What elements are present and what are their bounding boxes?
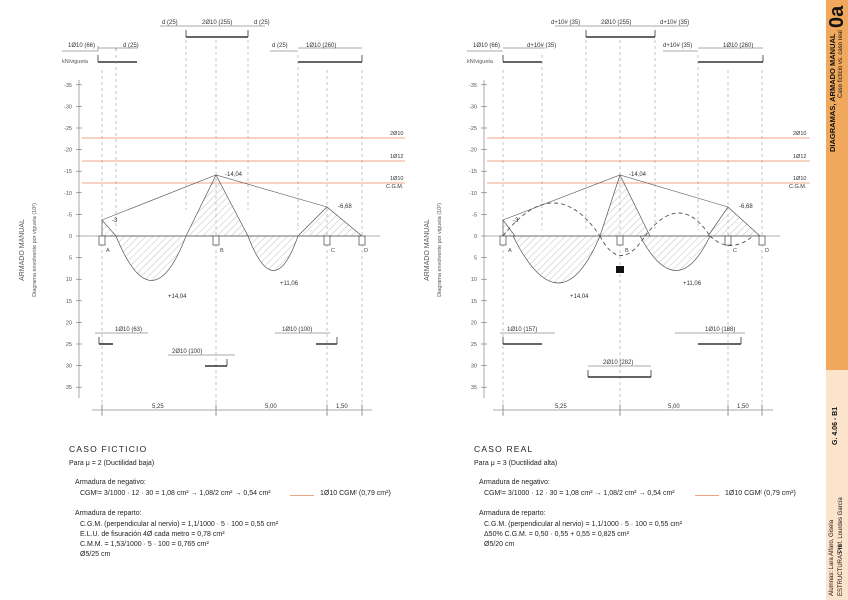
moment-label: +14,04 — [570, 294, 589, 300]
y-tick-label: 5 — [68, 255, 72, 262]
case-heading: CASO FICTICIO — [69, 444, 148, 454]
y-tick-label: 15 — [470, 298, 477, 305]
bar-label: 2Ø10 (255) — [601, 20, 632, 26]
moment-label: +11,06 — [280, 281, 299, 287]
support-label: D — [364, 248, 368, 254]
bar-label: 1Ø10 (66) — [68, 43, 96, 49]
span-dimension: 5,00 — [265, 404, 277, 410]
y-tick-label: 25 — [470, 342, 477, 348]
bar-label: d+10# (35) — [527, 43, 557, 49]
professor: Prof. Lourdes García — [838, 497, 844, 553]
students: Alumnas: Lara Alfaro, Gisela — [829, 519, 835, 596]
y-tick-label: 15 — [65, 298, 72, 305]
sheet-subtitle: Caso ficticio vs. caso real — [838, 30, 844, 98]
y-tick-label: -25 — [64, 126, 72, 132]
bar-label: 1Ø10 (260) — [306, 43, 337, 49]
support-label: C — [733, 248, 737, 254]
y-axis-ticks — [469, 83, 487, 391]
axis-subtitle: Diagrama envolvente por vigueta (10²) — [32, 203, 38, 297]
y-tick-label: 5 — [473, 255, 477, 262]
moment-label: -6,68 — [739, 204, 753, 210]
axis-title: ARMADO MANUAL — [424, 219, 431, 281]
moment-label: +14,04 — [168, 294, 187, 300]
bar-label: d+10# (35) — [551, 20, 581, 26]
case-heading: CASO REAL — [474, 444, 534, 454]
sheet-title: DIAGRAMAS, ARMADO MANUAL — [828, 33, 837, 152]
neg-title: Armadura de negativo: — [479, 479, 550, 486]
unit-label: kN/vigueta — [62, 59, 88, 65]
sheet-code: 0a — [826, 5, 848, 28]
rep-title: Armadura de reparto: — [479, 510, 546, 517]
legend-text: 1Ø10 CGMᵗ (0,79 cm²) — [725, 490, 796, 497]
axis-subtitle: Diagrama envolvente por vigueta (10²) — [437, 203, 443, 297]
ref-line-label: C.G.M. — [386, 184, 404, 190]
axis-title: ARMADO MANUAL — [19, 219, 26, 281]
diagram-caso-real — [405, 0, 825, 440]
neg-formula: CGMᵗ= 3/1000 · 12 · 30 = 1,08 cm² → 1,08/2 cm² → 0,54 cm² — [80, 490, 271, 497]
y-tick-label: -30 — [64, 104, 72, 111]
support-label: B — [625, 248, 629, 254]
bar-label: 2Ø10 (100) — [172, 349, 203, 355]
y-tick-label: 0 — [68, 234, 72, 240]
y-tick-label: -20 — [469, 147, 477, 154]
span-dimension: 5,25 — [555, 404, 567, 410]
support-label: D — [765, 248, 769, 254]
y-tick-label: 35 — [65, 385, 72, 392]
rep-line: Δ50% C.G.M. = 0,50 · 0,55 + 0,55 = 0,825 cm² — [484, 531, 629, 538]
moment-label: -3 — [513, 218, 519, 224]
bar-label: 2Ø10 (255) — [202, 20, 233, 26]
y-tick-label: 25 — [65, 342, 72, 348]
bar-label: d (25) — [272, 43, 288, 49]
bar-label: 1Ø10 (66) — [473, 43, 501, 49]
bar-label: d (25) — [254, 20, 270, 26]
span-dimension: 5,00 — [668, 404, 680, 410]
y-tick-label: -5 — [472, 212, 477, 219]
y-tick-label: 10 — [470, 277, 477, 284]
bar-label: 1Ø10 (63) — [115, 327, 143, 333]
span-dimension: 1,50 — [737, 404, 749, 410]
legend-swatch — [695, 495, 719, 496]
bar-label: d (25) — [162, 20, 178, 26]
y-tick-label: -35 — [469, 82, 477, 89]
bar-label: 1Ø10 (157) — [507, 327, 538, 333]
rep-line: C.M.M. = 1,53/1000 · 5 · 100 = 0,765 cm² — [80, 541, 209, 548]
rep-line: Ø5/20 cm — [484, 541, 515, 548]
span-dimension: 5,25 — [152, 404, 164, 410]
support-label: A — [106, 248, 110, 254]
ref-line-label: 1Ø12 — [390, 154, 404, 160]
diagram-caso-ficticio — [0, 0, 415, 440]
moment-label: -14,04 — [225, 172, 243, 178]
moment-label: -6,68 — [338, 204, 352, 210]
y-axis-ticks — [64, 83, 82, 391]
ref-line-label: 1Ø10 — [793, 176, 807, 182]
ref-line-label: 2Ø10 — [793, 131, 807, 137]
subject: ESTRUCTURAS III — [838, 544, 844, 596]
y-tick-label: -20 — [64, 147, 72, 154]
neg-formula: CGMᵗ= 3/1000 · 12 · 30 = 1,08 cm² → 1,08/2 cm² → 0,54 cm² — [484, 490, 675, 497]
bending-moment-diagram — [102, 175, 362, 281]
legend-swatch — [290, 495, 314, 496]
rep-title: Armadura de reparto: — [75, 510, 142, 517]
rep-line: C.G.M. (perpendicular al nervio) = 1,1/1000 · 5 · 100 = 0,55 cm² — [484, 521, 683, 528]
bending-moment-diagram — [503, 175, 760, 283]
ref-line-label: 1Ø10 — [390, 176, 404, 182]
bar-label: 1Ø10 (188) — [705, 327, 736, 333]
bar-label: 2Ø10 (282) — [603, 360, 634, 366]
rep-line: E.L.U. de fisuración 4Ø cada metro = 0,78 cm² — [80, 531, 225, 538]
support-label: C — [331, 248, 335, 254]
ductility-text: Para μ = 3 (Ductilidad alta) — [474, 460, 558, 467]
y-tick-label: -10 — [64, 190, 72, 197]
y-tick-label: 35 — [470, 385, 477, 392]
rep-line: Ø5/25 cm — [80, 551, 111, 558]
unit-label: kN/vigueta — [467, 59, 493, 65]
y-tick-label: -10 — [469, 190, 477, 197]
sheet-course-code: G. 4.06 - B1 — [832, 406, 839, 445]
y-tick-label: 20 — [65, 320, 72, 327]
ref-line-label: 2Ø10 — [390, 131, 404, 137]
support-label: A — [508, 248, 512, 254]
y-tick-label: -5 — [67, 212, 72, 219]
ref-line-label: C.G.M. — [789, 184, 807, 190]
y-tick-label: -35 — [64, 82, 72, 89]
bar-label: 1Ø10 (260) — [723, 43, 754, 49]
support-label: B — [220, 248, 224, 254]
y-tick-label: 0 — [473, 234, 477, 240]
y-tick-label: -30 — [469, 104, 477, 111]
neg-title: Armadura de negativo: — [75, 479, 146, 486]
span-dimension: 1,50 — [336, 404, 348, 410]
y-tick-label: 10 — [65, 277, 72, 284]
ductility-text: Para μ = 2 (Ductilidad baja) — [69, 460, 155, 467]
title-sidebar — [826, 0, 848, 600]
moment-label: +11,06 — [683, 281, 702, 287]
y-tick-label: 30 — [65, 363, 72, 370]
y-tick-label: 20 — [470, 320, 477, 327]
y-tick-label: 30 — [470, 363, 477, 370]
bar-label: 1Ø10 (100) — [282, 327, 313, 333]
moment-label: -14,04 — [629, 172, 647, 178]
bar-label: d+10# (35) — [660, 20, 690, 26]
y-tick-label: -25 — [469, 126, 477, 132]
moment-label: -3 — [112, 218, 118, 224]
y-tick-label: -15 — [469, 169, 477, 176]
rep-line: C.G.M. (perpendicular al nervio) = 1,1/1000 · 5 · 100 = 0,55 cm² — [80, 521, 279, 528]
ref-line-label: 1Ø12 — [793, 154, 807, 160]
bar-label: d+10# (35) — [663, 43, 693, 49]
y-tick-label: -15 — [64, 169, 72, 176]
bar-label: d (25) — [123, 43, 139, 49]
legend-text: 1Ø10 CGMᵗ (0,79 cm²) — [320, 490, 391, 497]
